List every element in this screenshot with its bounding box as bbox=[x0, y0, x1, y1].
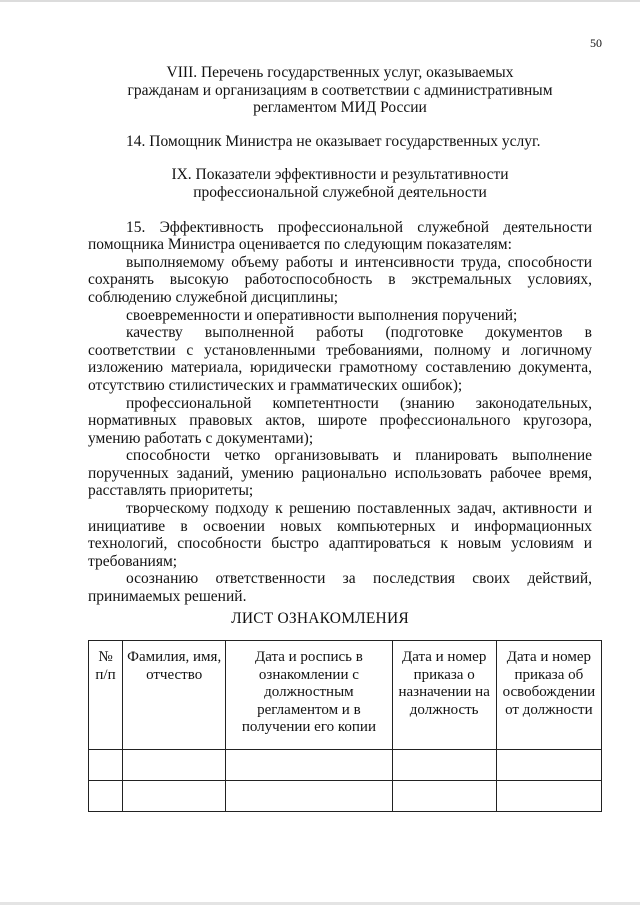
page-number: 50 bbox=[590, 36, 602, 50]
acknowledgement-table bbox=[88, 640, 602, 812]
criteria-item: творческому подходу к решению поставленных задач, активности и инициативе в освоении новых компьютерных и информационных технологий, способности быстро адаптироваться к новым условиям и требованиям; bbox=[88, 500, 592, 570]
table-cell bbox=[123, 750, 226, 781]
paragraph-14: 14. Помощник Министра не оказывает государственных услуг. bbox=[126, 132, 541, 150]
table-cell bbox=[123, 781, 226, 812]
page-top-edge bbox=[0, 0, 640, 2]
header-line: приказа об bbox=[514, 666, 584, 683]
header-line: ознакомлении с bbox=[258, 666, 359, 683]
document-body bbox=[88, 60, 592, 606]
criteria-list bbox=[88, 254, 592, 606]
section-9-heading bbox=[88, 166, 592, 201]
table-row bbox=[89, 750, 602, 781]
column-header-appointment-order bbox=[392, 641, 496, 750]
header-line: п/п bbox=[95, 666, 116, 683]
header-line: приказа о bbox=[413, 666, 475, 683]
column-header-ack-signature bbox=[226, 641, 392, 750]
header-line: Фамилия, имя, bbox=[127, 649, 222, 665]
header-line: регламентом и в bbox=[257, 701, 361, 718]
table-cell bbox=[89, 781, 123, 812]
section-9-heading-line: IX. Показатели эффективности и результативности bbox=[171, 166, 509, 184]
header-line: освобождении bbox=[502, 684, 596, 701]
section-8-heading-line: регламентом МИД России bbox=[253, 99, 427, 117]
header-line: назначении на bbox=[398, 684, 490, 701]
table-cell bbox=[392, 781, 496, 812]
criteria-item: выполняемому объему работы и интенсивности труда, способности сохранять высокую работоспособность в экстремальных условиях, соблюдению служебной дисциплины; bbox=[88, 253, 592, 306]
table-row bbox=[89, 781, 602, 812]
table-cell bbox=[496, 781, 601, 812]
header-line: от должности bbox=[505, 701, 593, 718]
criteria-item: качеству выполненной работы (подготовке документов в соответствии с установленными требованиями, полному и логичному изложению материала, юридически грамотному составлению документа, отсутствию стилистических и грамматических ошибок); bbox=[88, 324, 592, 394]
column-header-number bbox=[89, 641, 123, 750]
criteria-item: своевременности и оперативности выполнения поручений; bbox=[126, 306, 518, 324]
header-line: Дата и роспись в bbox=[254, 649, 363, 665]
table-cell bbox=[392, 750, 496, 781]
header-line: должностным bbox=[264, 684, 354, 701]
header-line: № bbox=[98, 649, 113, 665]
table-cell bbox=[226, 781, 392, 812]
header-line: должность bbox=[409, 701, 479, 718]
table-cell bbox=[89, 750, 123, 781]
column-header-dismissal-order bbox=[496, 641, 601, 750]
acknowledgement-title: ЛИСТ ОЗНАКОМЛЕНИЯ bbox=[231, 610, 409, 627]
section-8-heading-line: гражданам и организациям в соответствии с административным bbox=[127, 81, 553, 99]
section-8-heading-line: VIII. Перечень государственных услуг, оказываемых bbox=[166, 64, 514, 81]
table-header-row bbox=[89, 641, 602, 750]
column-header-full-name bbox=[123, 641, 226, 750]
criteria-item: осознанию ответственности за последствия своих действий, принимаемых решений. bbox=[88, 570, 592, 606]
header-line: получении его копии bbox=[241, 719, 376, 736]
paragraph-15: 15. Эффективность профессиональной служебной деятельности помощника Министра оценивается по следующим показателям: bbox=[88, 218, 592, 254]
section-9-heading-line: профессиональной служебной деятельности bbox=[193, 183, 487, 201]
header-line: отчество bbox=[146, 666, 203, 683]
header-line: Дата и номер bbox=[506, 649, 592, 665]
section-8-heading bbox=[88, 64, 592, 117]
criteria-item: способности четко организовывать и планировать выполнение порученных заданий, умению рационально использовать рабочее время, расставлять приоритеты; bbox=[88, 447, 592, 500]
table-cell bbox=[496, 750, 601, 781]
criteria-item: профессиональной компетентности (знанию законодательных, нормативных правовых актов, широте профессионального кругозора, умению работать с документами); bbox=[88, 394, 592, 447]
header-line: Дата и номер bbox=[402, 649, 487, 665]
table-cell bbox=[226, 750, 392, 781]
